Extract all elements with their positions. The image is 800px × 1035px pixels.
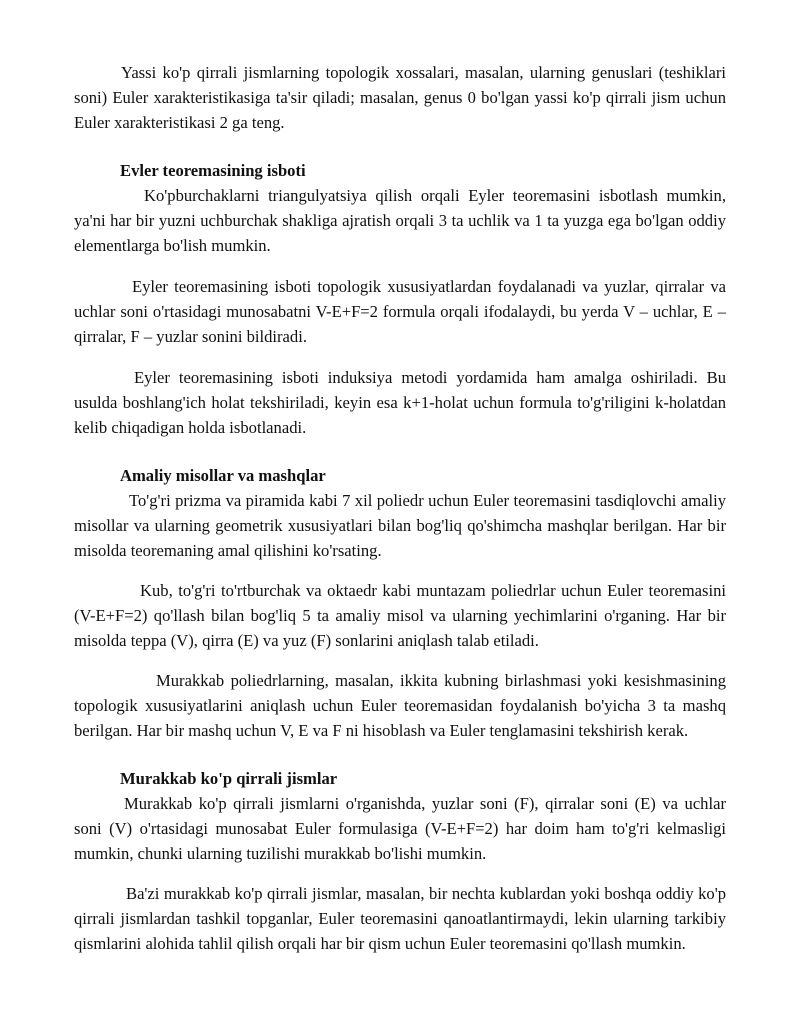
section-heading-proof: Evler teoremasining isboti	[120, 161, 306, 180]
intro-paragraph: Yassi ko'p qirrali jismlarning topologik xossalari, masalan, ularning genuslari (teshiklari soni) Euler xarakteristikasiga ta'sir qiladi; masalan, genus 0 bo'lgan yassi ko'p qirrali jism uchun Euler xarakteristikasi 2 ga teng.	[74, 63, 726, 132]
spacer	[74, 653, 726, 668]
spacer	[74, 563, 726, 578]
spacer	[74, 258, 726, 274]
spacer	[74, 866, 726, 881]
spacer	[74, 349, 726, 365]
section-heading-examples: Amaliy misollar va mashqlar	[120, 466, 326, 485]
examples-paragraph-2: Kub, to'g'ri to'rtburchak va oktaedr kabi muntazam poliedrlar uchun Euler teoremasini (V-E+F=2) qo'llash bilan bog'liq 5 ta amaliy misol va ularning yechimlarini o'rganing. Har bir misolda teppa (V), qirra (E) va yuz (F) sonlarini aniqlash talab etiladi.	[74, 581, 726, 650]
document-page	[74, 60, 726, 956]
proof-paragraph-3: Eyler teoremasining isboti induksiya metodi yordamida ham amalga oshiriladi. Bu usulda boshlang'ich holat tekshiriladi, keyin esa k+1-holat uchun formula to'g'riligini k-holatdan kelib chiqadigan holda isbotlanadi.	[74, 368, 726, 437]
spacer	[74, 743, 726, 766]
proof-paragraph-2: Eyler teoremasining isboti topologik xususiyatlardan foydalanadi va yuzlar, qirralar va uchlar soni o'rtasidagi munosabatni V-E+F=2 formula orqali ifodalaydi, bu yerda V – uchlar, E – qirralar, F – yuzlar sonini bildiradi.	[74, 277, 726, 346]
complex-paragraph-2: Ba'zi murakkab ko'p qirrali jismlar, masalan, bir nechta kublardan yoki boshqa oddiy ko'p qirrali jismlardan tashkil topganlar, Euler teoremasini qanoatlantirmaydi, lekin ularning tarkibiy qismlarini alohida tahlil qilish orqali har bir qism uchun Euler teoremasini qo'llash mumkin.	[74, 884, 726, 953]
section-heading-complex: Murakkab ko'p qirrali jismlar	[120, 769, 338, 788]
examples-paragraph-1: To'g'ri prizma va piramida kabi 7 xil poliedr uchun Euler teoremasini tasdiqlovchi amaliy misollar va ularning geometrik xususiyatlari bilan bog'liq qo'shimcha mashqlar berilgan. Har bir misolda teoremaning amal qilishini ko'rsating.	[74, 491, 726, 560]
complex-paragraph-1: Murakkab ko'p qirrali jismlarni o'rganishda, yuzlar soni (F), qirralar soni (E) va uchlar soni (V) o'rtasidagi munosabat Euler formulasiga (V-E+F=2) har doim ham to'g'ri kelmasligi mumkin, chunki ularning tuzilishi murakkab bo'lishi mumkin.	[74, 794, 726, 863]
spacer	[74, 440, 726, 463]
examples-paragraph-3: Murakkab poliedrlarning, masalan, ikkita kubning birlashmasi yoki kesishmasining topologik xususiyatlarini aniqlash uchun Euler teoremasidan foydalanish bo'yicha 3 ta mashq berilgan. Har bir mashq uchun V, E va F ni hisoblash va Euler tenglamasini tekshirish kerak.	[74, 671, 726, 740]
proof-paragraph-1: Ko'pburchaklarni triangulyatsiya qilish orqali Eyler teoremasini isbotlash mumkin, ya'ni har bir yuzni uchburchak shakliga ajratish orqali 3 ta uchlik va 1 ta yuzga ega bo'lgan oddiy elementlarga bo'lish mumkin.	[74, 186, 726, 255]
spacer	[74, 135, 726, 158]
